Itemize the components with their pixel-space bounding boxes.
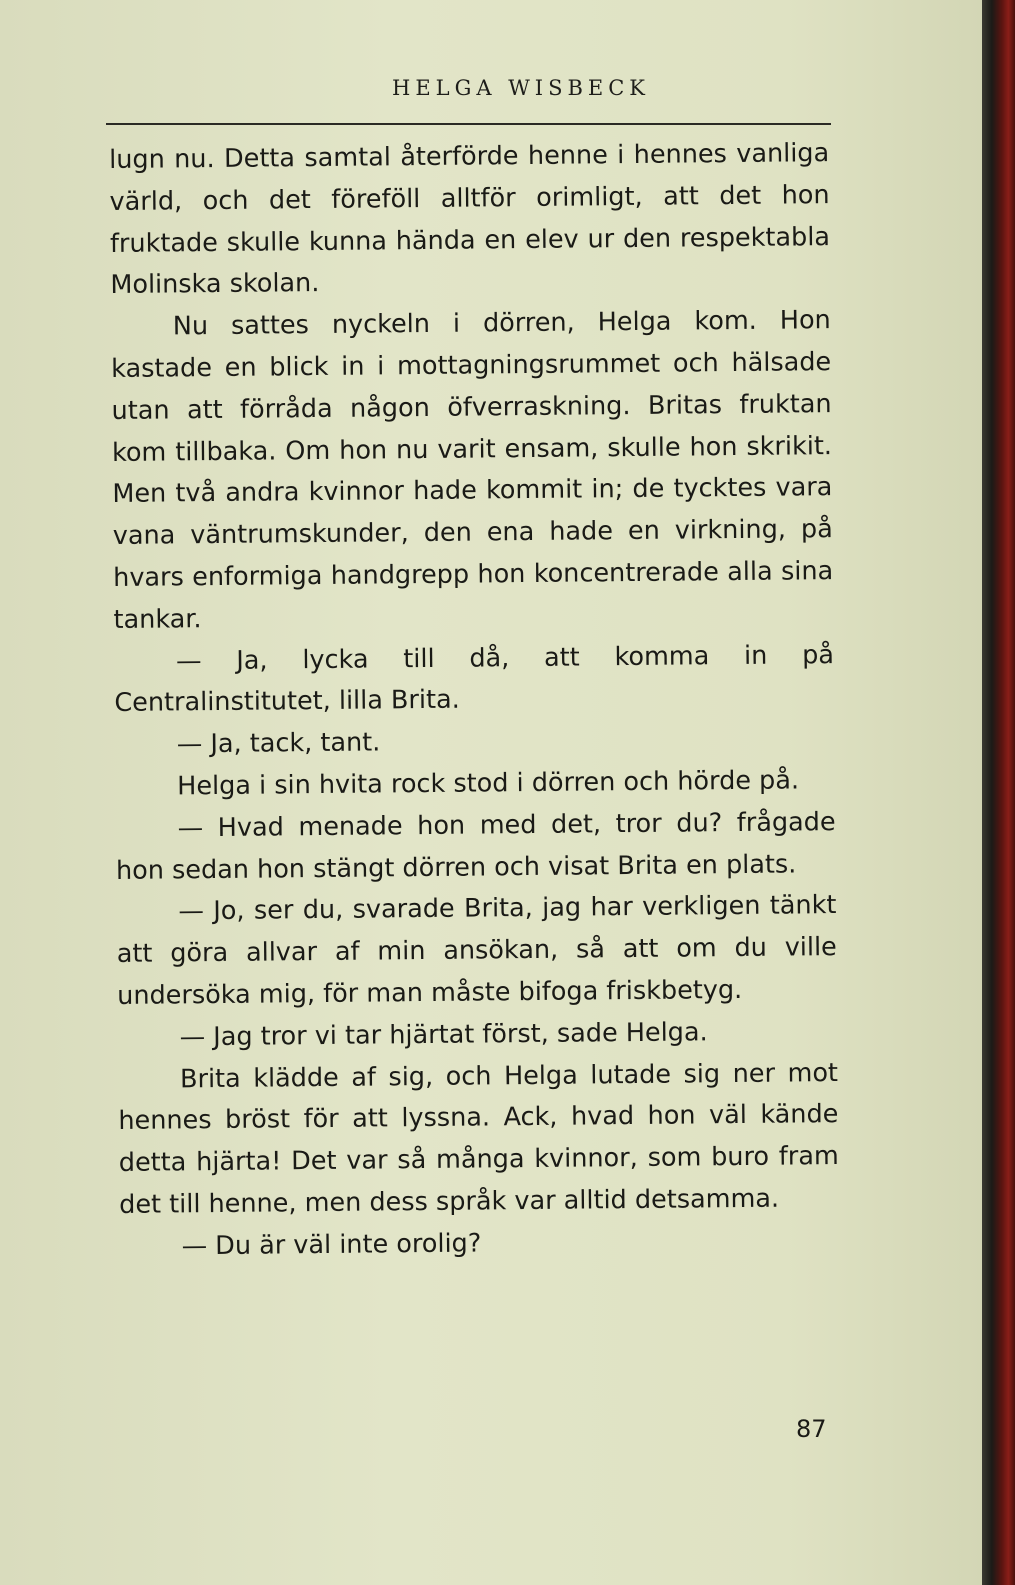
paragraph: — Du är väl inte orolig?: [181, 1228, 482, 1262]
book-spine-edge: [982, 0, 1015, 1585]
running-head: HELGA WISBECK: [392, 76, 650, 100]
header-rule: [106, 123, 831, 125]
paragraph: — Ja, lycka till då, att komma in på Centralinstitutet, lilla Brita.: [114, 639, 835, 719]
paragraph: — Jag tror vi tar hjärtat först, sade Helga.: [179, 1017, 708, 1053]
paragraph: — Hvad menade hon med det, tror du? frågade hon sedan hon stängt dörren och visat Brita en plats.: [115, 806, 836, 886]
paragraph: Helga i sin hvita rock stod i dörren och hörde på.: [177, 765, 800, 802]
paragraph: lugn nu. Detta samtal återförde henne i hennes vanliga värld, och det föreföll alltför orimligt, att det hon fruktade skulle kunna hända en elev ur den respektabla Molinska skolan.: [109, 138, 831, 301]
paragraph: Nu sattes nyckeln i dörren, Helga kom. Hon kastade en blick in i mottagningsrummet och hälsade utan att förråda någon öfverraskning. Britas fruktan kom tillbaka. Om hon nu varit ensam, skulle hon skrikit. Men två andra kvinnor hade kommit in; de tycktes vara vana väntrumskunder, den ena hade en virkning, på hvars enformiga handgrepp hon koncentrerade alla sina tankar.: [111, 305, 834, 635]
paragraph: — Ja, tack, tant.: [176, 727, 381, 760]
page-number: 87: [796, 1415, 827, 1443]
paragraph: Brita klädde af sig, och Helga lutade sig ner mot hennes bröst för att lyssna. Ack, hvad hon väl kände detta hjärta! Det var så många kvinnor, som buro fram det till henne, men dess språk var alltid detsamma.: [118, 1057, 839, 1220]
paragraph: — Jo, ser du, svarade Brita, jag har verkligen tänkt att göra allvar af min ansökan, så att om du ville undersöka mig, för man måste bifoga friskbetyg.: [116, 890, 837, 1011]
body-text: [109, 133, 840, 1268]
